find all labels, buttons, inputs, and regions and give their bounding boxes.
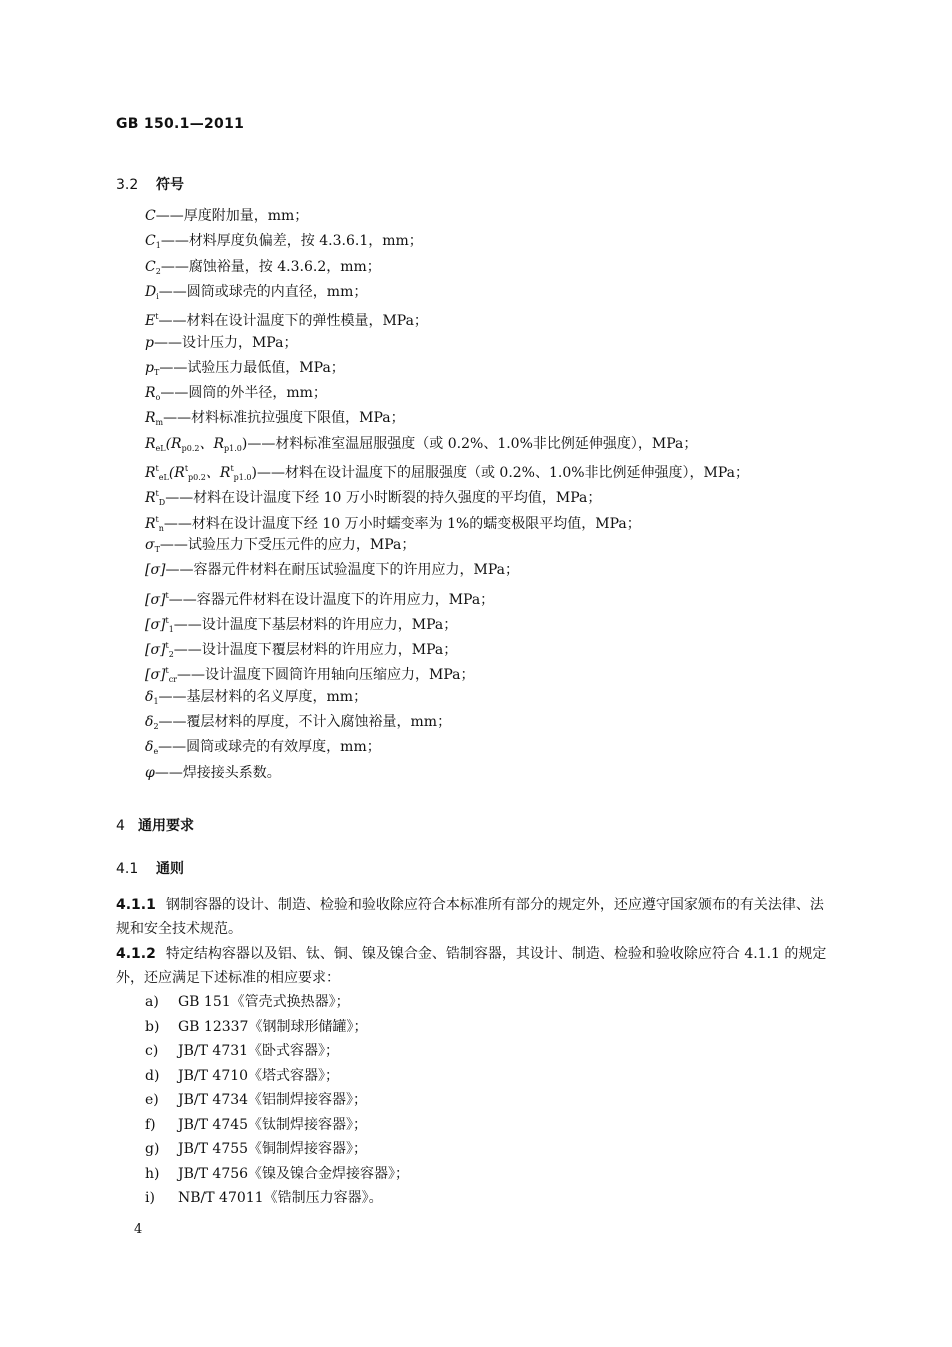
symbol-row [145, 511, 641, 538]
section-title: 通则 [156, 861, 184, 877]
symbol-row [145, 232, 423, 255]
symbol: R [145, 435, 156, 452]
clause-4-1-1 [116, 893, 836, 941]
symbol-close: ) [241, 435, 248, 452]
symbol-sub: p0.2 [181, 443, 200, 453]
list-item-label: c) [145, 1043, 159, 1059]
standard-header: GB 150.1—2011 [116, 116, 245, 132]
symbol: R [145, 515, 156, 532]
symbol: C [145, 233, 156, 250]
symbol: [σ] [145, 642, 166, 659]
symbol-sub: eL [158, 473, 169, 482]
symbol-description: ——材料在设计温度下经 10 万小时断裂的持久强度的平均值，MPa； [165, 490, 602, 507]
symbol-sub: 2 [168, 650, 174, 660]
list-item [145, 991, 350, 1011]
section-4-heading [116, 815, 194, 835]
symbol: p [145, 334, 154, 351]
clause-4-1-2 [116, 942, 836, 990]
symbol-sup: t [165, 641, 169, 651]
symbol-sub: o [155, 393, 161, 403]
list-item-text: GB 12337《钢制球形储罐》； [178, 1018, 368, 1035]
symbol: δ [145, 739, 154, 756]
symbol-description: ——基层材料的名义厚度，mm； [158, 688, 368, 705]
symbol-row [145, 435, 697, 458]
symbol-sup: t [165, 615, 169, 625]
symbol-sub: eL [155, 443, 166, 453]
symbol-sub: 1 [155, 241, 161, 251]
symbol-sup: t [165, 590, 169, 600]
symbol: C [145, 258, 156, 275]
list-item [145, 1163, 409, 1183]
section-number: 4.1 [116, 861, 139, 877]
symbol-row [145, 409, 405, 432]
symbol-row [145, 662, 475, 689]
symbol-sup: t [184, 464, 189, 473]
symbol-sup: t [155, 464, 159, 473]
symbol-row [145, 207, 308, 225]
symbol-description: ——容器元件材料在设计温度下的许用应力，MPa； [168, 591, 495, 608]
symbol-description: ——设计温度下圆筒许用轴向压缩应力，MPa； [177, 667, 475, 684]
list-item-text: JB/T 4731《卧式容器》； [178, 1043, 340, 1059]
list-item-text: JB/T 4755《铜制焊接容器》； [178, 1141, 368, 1157]
clause-text: 钢制容器的设计、制造、检验和验收除应符合本标准所有部分的规定外，还应遵守国家颁布的有关法律、法规和安全技术规范。 [116, 897, 824, 937]
symbol-mid: 、R [199, 435, 224, 452]
symbol-row [145, 688, 367, 711]
symbol: C [145, 208, 156, 224]
symbol: [σ] [145, 591, 166, 608]
symbol-sup: t [155, 489, 159, 499]
symbol-description: ——腐蚀裕量，按 4.3.6.2，mm； [160, 258, 381, 275]
symbol: φ [145, 764, 155, 781]
section-4-1-heading [116, 858, 184, 878]
symbol-sub: m [155, 418, 164, 428]
list-item [145, 1138, 367, 1158]
symbol: R [145, 465, 156, 481]
symbol-row [145, 587, 494, 609]
symbol-sub: D [158, 498, 166, 508]
symbol: [σ] [145, 562, 166, 579]
symbol: D [145, 283, 157, 300]
symbol: p [145, 359, 154, 376]
symbol-description: ——设计温度下基层材料的许用应力，MPa； [173, 616, 458, 633]
list-item-label: g) [145, 1141, 160, 1157]
symbol-description: ——圆筒或球壳的内直径，mm； [158, 283, 368, 300]
list-item-label: d) [145, 1067, 160, 1084]
list-item-label: h) [145, 1165, 160, 1182]
clause-text: 特定结构容器以及铝、钛、铜、镍及镍合金、锆制容器，其设计、制造、检验和验收除应符合 4.1.1 的规定外，还应满足下述标准的相应要求： [116, 946, 827, 986]
list-item [145, 1016, 367, 1036]
list-item [145, 1065, 339, 1085]
symbol: R [145, 410, 156, 427]
symbol-row [145, 764, 281, 782]
symbol-row [145, 384, 327, 407]
symbol-description: ——设计压力，MPa； [153, 334, 298, 351]
symbol-row [145, 308, 428, 330]
symbol-sub: 1 [153, 696, 159, 706]
symbol-sub: n [158, 523, 164, 533]
list-item-label: i) [145, 1190, 155, 1206]
symbol-row [145, 359, 345, 382]
list-item [145, 1089, 367, 1109]
symbol-row [145, 334, 297, 352]
symbol-sub: e [153, 747, 159, 757]
symbol-description: ——试验压力最低值，MPa； [159, 359, 345, 376]
symbol-description: ——材料在设计温度下经 10 万小时蠕变率为 1%的蠕变极限平均值，MPa； [163, 515, 641, 532]
symbol-mid: 、R [205, 465, 231, 481]
symbol-description: ——材料标准抗拉强度下限值，MPa； [163, 410, 405, 427]
list-item-text: JB/T 4710《塔式容器》； [178, 1067, 340, 1084]
symbol-sub: cr [168, 675, 178, 685]
symbol: R [145, 490, 156, 507]
symbol: [σ] [145, 616, 166, 633]
symbol-description: ——覆层材料的厚度，不计入腐蚀裕量，mm； [158, 714, 452, 730]
symbol-extra: (R [165, 435, 182, 452]
symbol: R [145, 385, 156, 402]
symbol-sub: 2 [155, 266, 161, 276]
symbol-description: ——容器元件材料在耐压试验温度下的许用应力，MPa； [165, 562, 519, 579]
symbol-sub: i [156, 291, 159, 301]
symbol-row [145, 485, 601, 512]
symbol-sup: t [165, 666, 169, 676]
symbol-row [145, 713, 451, 736]
list-item [145, 1114, 367, 1134]
symbol-row [145, 258, 381, 281]
symbol-row [145, 738, 381, 761]
list-item-label: a) [145, 994, 159, 1010]
section-3-2-heading [116, 174, 184, 194]
symbol-sup: t [230, 464, 234, 473]
symbol-row [145, 536, 415, 559]
page-number: 4 [134, 1222, 143, 1237]
symbol-sup: t [155, 312, 159, 322]
symbol-description: ——材料标准室温屈服强度（或 0.2%、1.0%非比例延伸强度），MPa； [247, 435, 698, 452]
section-title: 符号 [156, 177, 184, 193]
symbol: E [145, 313, 156, 330]
symbol-sub: T [153, 367, 160, 377]
list-item-text: JB/T 4734《铝制焊接容器》； [178, 1092, 368, 1108]
section-number: 3.2 [116, 177, 139, 193]
list-item-text: NB/T 47011《锆制压力容器》。 [178, 1190, 383, 1206]
symbol-description: ——厚度附加量，mm； [155, 208, 309, 224]
symbol-description: ——设计温度下覆层材料的许用应力，MPa； [173, 642, 458, 659]
list-item-text: JB/T 4745《钛制焊接容器》； [178, 1116, 368, 1133]
symbol-sub: p0.2 [188, 473, 206, 482]
symbol-description: ——圆筒或球壳的有效厚度，mm； [158, 739, 381, 756]
clause-number: 4.1.2 [116, 946, 156, 962]
symbol: δ [145, 688, 154, 705]
symbol: δ [145, 714, 154, 730]
section-title: 通用要求 [138, 818, 194, 834]
symbol-sub: p1.0 [233, 473, 252, 482]
symbol-description: ——材料厚度负偏差，按 4.3.6.1，mm； [160, 233, 423, 250]
symbol-sub: T [154, 544, 160, 554]
symbol-description: ——焊接接头系数。 [154, 764, 281, 781]
symbol-row [145, 283, 367, 306]
symbol-row [145, 561, 519, 579]
symbol-description: ——圆筒的外半径，mm； [160, 385, 327, 402]
list-item-text: JB/T 4756《镍及镍合金焊接容器》； [178, 1165, 410, 1182]
list-item-text: GB 151《管壳式换热器》； [178, 994, 350, 1010]
symbol-description: ——材料在设计温度下的弹性模量，MPa； [158, 313, 428, 330]
clause-number: 4.1.1 [116, 897, 156, 913]
symbol-sub: p1.0 [224, 443, 242, 453]
symbol-sub: 1 [168, 624, 174, 634]
symbol-description: ——材料在设计温度下的屈服强度（或 0.2%、1.0%非比例延伸强度），MPa； [256, 465, 750, 481]
symbol-extra: (R [168, 465, 185, 481]
symbol-sub: 2 [153, 722, 159, 731]
symbol: [σ] [145, 667, 166, 684]
list-item-label: e) [145, 1092, 159, 1108]
symbol-row [145, 637, 457, 664]
list-item [145, 1040, 339, 1060]
list-item [145, 1187, 383, 1207]
symbol-close: ) [251, 465, 257, 481]
symbol: σ [145, 536, 155, 553]
symbol-row [145, 612, 457, 639]
symbol-description: ——试验压力下受压元件的应力，MPa； [159, 536, 416, 553]
section-number: 4 [116, 818, 125, 834]
list-item-label: f) [145, 1116, 156, 1133]
symbol-sup: t [155, 514, 159, 524]
list-item-label: b) [145, 1018, 160, 1035]
symbol-row [145, 460, 749, 487]
